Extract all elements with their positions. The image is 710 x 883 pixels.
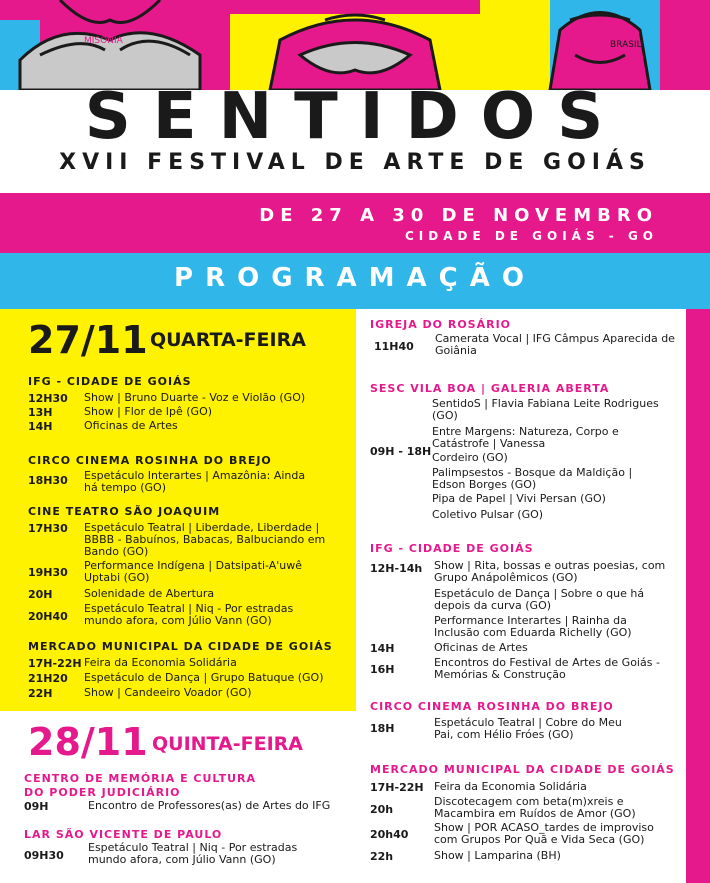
covered-ears-illustration [480,0,710,90]
venue-heading: MERCADO MUNICIPAL DA CIDADE DE GOIÁS [28,640,333,653]
venue-heading: CIRCO CINEMA ROSINHA DO BREJO [28,454,272,467]
banner-panel-right [480,0,710,90]
event-time: 18H30 [28,474,68,487]
event-description: Espetáculo Teatral | Niq - Por estradas mundo afora, com Júlio Vann (GO) [88,841,298,866]
banner-panel-center [230,0,480,90]
day2-date: 28/11 [28,720,148,764]
event-description: Performance Interartes | Rainha da Inclusão com Eduarda Richelly (GO) [434,614,632,639]
event-time: 20h [370,803,394,816]
festival-city: CIDADE DE GOIÁS - GO [404,229,658,243]
festival-title: SENTIDOS [84,80,626,154]
event-time: 22h [370,850,394,863]
programacao-title: PROGRAMAÇÃO [174,263,536,293]
header-banner [0,0,710,90]
event-time: 09H [24,800,49,813]
exhibition-item: Entre Margens: Natureza, Corpo e Catástrofe | Vanessa [432,425,619,450]
banner-panel-left [0,0,230,90]
event-description: Solenidade de Abertura [84,587,215,600]
event-description: Espetáculo de Dança | Sobre o que há depois da curva (GO) [434,587,645,612]
misonia-tag: MISONIA [84,36,123,46]
event-description: Espetáculo Teatral | Niq - Por estradas mundo afora, com Júlio Vann (GO) [84,602,294,627]
venue-heading: IFG - CIDADE DE GOIÁS [370,542,534,555]
event-time: 11H40 [374,340,414,353]
event-time: 19H30 [28,566,68,579]
event-description: Espetáculo Teatral | Cobre do Meu Pai, com Hélio Fróes (GO) [434,716,622,741]
venue-heading: MERCADO MUNICIPAL DA CIDADE DE GOIÁS [370,763,675,776]
event-time: 12H30 [28,392,68,405]
event-description: Espetáculo Teatral | Liberdade, Liberdade | BBBB - Babuínos, Babacas, Balbuciando em Bando (GO) [84,521,326,558]
exhibition-item: Coletivo Pulsar (GO) [432,508,544,521]
event-time: 09H - 18H [370,445,432,458]
venue-heading: IFG - CIDADE DE GOIÁS [28,375,192,388]
event-description: Oficinas de Artes [84,419,178,432]
event-time: 21H20 [28,672,68,685]
event-description: Camerata Vocal | IFG Câmpus Aparecida de Goiânia [435,332,675,357]
event-time: 22H [28,687,53,700]
event-description: Show | Bruno Duarte - Voz e Violão (GO) [84,391,306,404]
event-description: Espetáculo Interartes | Amazônia: Ainda há tempo (GO) [84,469,306,494]
event-description: Feira da Economia Solidária [84,656,237,669]
event-time: 14H [28,420,53,433]
day2-weekday: QUINTA-FEIRA [152,733,303,755]
event-description: Feira da Economia Solidária [434,780,587,793]
event-description: Encontros do Festival de Artes de Goiás - Memórias & Construção [434,656,660,681]
venue-heading: CENTRO DE MEMÓRIA E CULTURA [24,772,257,785]
right-accent-bar [686,309,710,883]
venue-heading: IGREJA DO ROSÁRIO [370,318,512,331]
event-time: 17H-22H [370,781,424,794]
event-description: Oficinas de Artes [434,641,528,654]
event-description: Espetáculo de Dança | Grupo Batuque (GO) [84,671,324,684]
event-time: 17H-22H [28,657,82,670]
venue-heading-line2: DO PODER JUDICIÁRIO [24,786,181,799]
event-time: 20h40 [370,828,409,841]
event-time: 09H30 [24,849,64,862]
brasil-tag: BRASIL [610,40,642,50]
exhibition-item: Cordeiro (GO) [432,451,508,464]
day1-date: 27/11 [28,318,148,362]
event-time: 13H [28,406,53,419]
exhibition-item: SentidoS | Flavia Fabiana Leite Rodrigues (GO) [432,397,659,422]
event-description: Show | Flor de Ipê (GO) [84,405,213,418]
event-description: Show | POR ACASO_tardes de improviso com Grupos Por Quã e Vida Seca (GO) [434,821,654,846]
exhibition-item: Palimpsestos - Bosque da Maldição | Edson Borges (GO) [432,466,633,491]
venue-heading: CIRCO CINEMA ROSINHA DO BREJO [370,700,614,713]
event-description: Show | Candeeiro Voador (GO) [84,686,252,699]
venue-heading: LAR SÃO VICENTE DE PAULO [24,828,223,841]
event-time: 16H [370,663,395,676]
event-description: Performance Indígena | Datsipati-A'uwê Uptabi (GO) [84,559,303,584]
event-description: Show | Rita, bossas e outras poesias, com Grupo Anápolêmicos (GO) [434,559,666,584]
venue-heading: CINE TEATRO SÃO JOAQUIM [28,505,221,518]
event-time: 20H [28,588,53,601]
event-description: Encontro de Professores(as) de Artes do IFG [88,799,331,812]
event-time: 20H40 [28,610,68,623]
day1-weekday: QUARTA-FEIRA [150,329,306,351]
festival-subtitle: XVII FESTIVAL DE ARTE DE GOIÁS [59,150,651,175]
event-time: 12H-14h [370,562,423,575]
event-description: Discotecagem com beta(m)xreis e Macambira em Ruídos de Amor (GO) [434,795,636,820]
event-description: Show | Lamparina (BH) [434,849,561,862]
hands-over-mouth-illustration [230,0,480,90]
venue-heading: SESC VILA BOA | GALERIA ABERTA [370,382,610,395]
festival-dates: DE 27 A 30 DE NOVEMBRO [259,205,658,226]
event-time: 17H30 [28,522,68,535]
event-time: 14H [370,642,395,655]
event-time: 18H [370,722,395,735]
exhibition-item: Pipa de Papel | Vivi Persan (GO) [432,492,606,505]
